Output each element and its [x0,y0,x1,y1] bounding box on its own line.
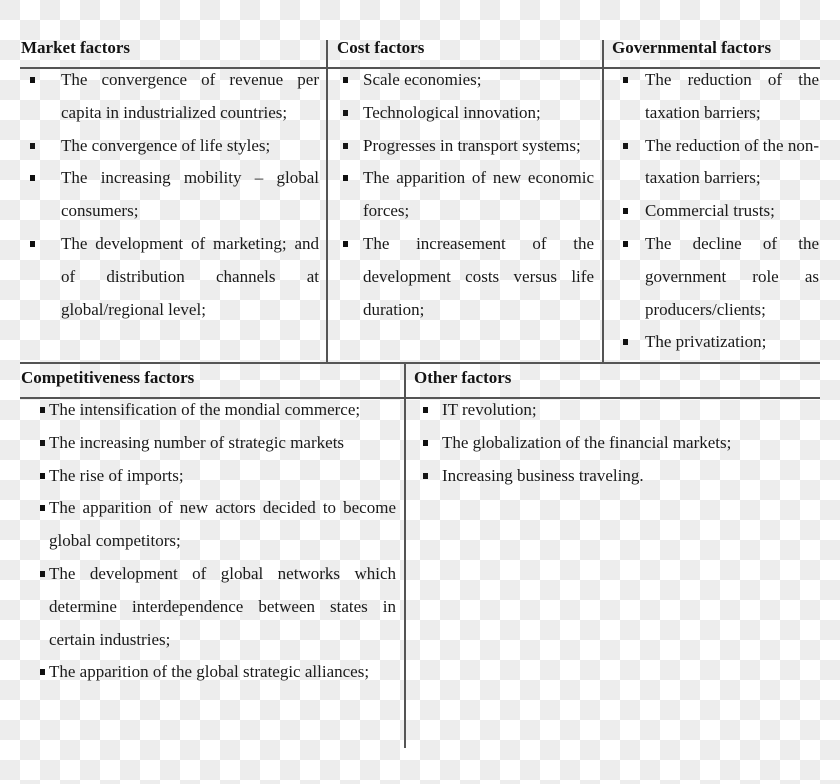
list-item: The convergence of revenue per capita in industrialized countries; [21,64,319,130]
list-item: The decline of the government role as producers/clients; [605,228,819,326]
governmental-factors-list [605,64,819,359]
list-item: The intensification of the mondial commerce; [0,394,396,427]
list-item: Increasing business traveling. [404,460,820,493]
header-other-factors: Other factors [414,368,512,387]
header-cost-factors: Cost factors [337,38,425,57]
bullet-icon [30,143,35,149]
cost-factors-list [327,64,594,326]
list-item: Technological innovation; [327,97,594,130]
other-factors-list [404,394,820,492]
bullet-icon [423,407,428,413]
bullet-icon [623,339,628,345]
list-item: The reduction of the non-taxation barriers; [605,130,819,196]
list-item: The increasing mobility – global consumers; [21,162,319,228]
market-factors-list [21,64,319,326]
bullet-icon [40,669,45,675]
bullet-icon [40,505,45,511]
list-item: The increasement of the development costs versus life duration; [327,228,594,326]
list-item: Commercial trusts; [605,195,819,228]
list-item: The apparition of new actors decided to become global competitors; [0,492,396,558]
list-item: Progresses in transport systems; [327,130,594,163]
bullet-icon [343,77,348,83]
list-item: The globalization of the financial markets; [404,427,820,460]
bullet-icon [30,77,35,83]
bullet-icon [623,208,628,214]
header-governmental-factors: Governmental factors [612,38,772,57]
list-item: The convergence of life styles; [21,130,319,163]
competitiveness-factors-list [0,394,396,689]
list-item: The development of marketing; and of distribution channels at global/regional level; [21,228,319,326]
list-item: The privatization; [605,326,819,359]
list-item: The apparition of new economic forces; [327,162,594,228]
list-item: The increasing number of strategic markets [0,427,396,460]
header-competitiveness-factors: Competitiveness factors [21,368,195,387]
list-item: The rise of imports; [0,460,396,493]
bullet-icon [343,143,348,149]
bullet-icon [423,440,428,446]
list-item: Scale economies; [327,64,594,97]
bullet-icon [623,77,628,83]
list-item: IT revolution; [404,394,820,427]
top-divider-2 [602,40,604,363]
bullet-icon [623,241,628,247]
bullet-icon [40,473,45,479]
bullet-icon [343,175,348,181]
bullet-icon [343,110,348,116]
bullet-icon [40,440,45,446]
bullet-icon [40,571,45,577]
bullet-icon [423,473,428,479]
bullet-icon [343,241,348,247]
top-table-bottom-rule [20,362,820,364]
bullet-icon [30,175,35,181]
list-item: The reduction of the taxation barriers; [605,64,819,130]
list-item: The apparition of the global strategic alliances; [0,656,396,689]
bullet-icon [623,143,628,149]
bullet-icon [30,241,35,247]
list-item: The development of global networks which determine interdependence between states in certain industries; [0,558,396,656]
header-market-factors: Market factors [21,38,131,57]
bullet-icon [40,407,45,413]
